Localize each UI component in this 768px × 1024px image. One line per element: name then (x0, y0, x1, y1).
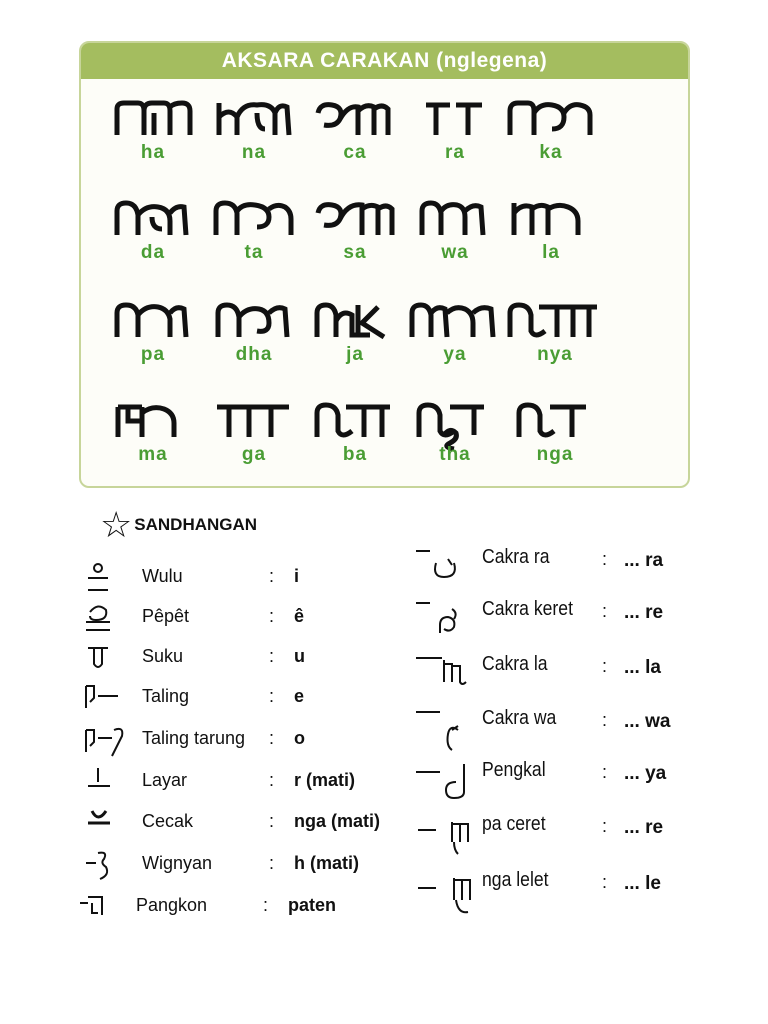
cakra-keret-icon (414, 597, 464, 641)
sandhangan-name: Pengkal (482, 759, 546, 781)
sandhangan-row-nga-lelet (414, 868, 704, 920)
aksara-label: ga (241, 444, 267, 465)
sandhangan-value: u (294, 646, 305, 666)
aksara-ya (405, 301, 505, 365)
taling-icon (84, 678, 124, 714)
aksara-carakan-card (79, 41, 690, 488)
aksara-nga (505, 401, 605, 465)
sandhangan-row-wignyan (84, 845, 404, 881)
cecak-icon (84, 803, 114, 839)
aksara-ha (103, 99, 203, 163)
sandhangan-name: Cakra keret (482, 598, 573, 620)
aksara-dha-glyph (213, 301, 295, 345)
sandhangan-row-layar (84, 762, 404, 798)
separator: : (602, 710, 608, 730)
sandhangan-name: Cakra la (482, 653, 548, 675)
aksara-label: nya (537, 344, 573, 365)
separator: : (269, 770, 275, 790)
aksara-ka-glyph (506, 99, 596, 143)
sandhangan-title: SANDHANGAN (134, 515, 258, 534)
sandhangan-name: nga lelet (482, 869, 549, 891)
aksara-ca (305, 99, 405, 163)
aksara-label: ma (138, 444, 168, 465)
sandhangan-value: e (294, 686, 305, 706)
aksara-dha (204, 301, 304, 365)
sandhangan-value: ... le (624, 873, 661, 894)
sandhangan-row-cakra-ra (414, 545, 704, 585)
aksara-label: nga (536, 444, 574, 465)
cakra-la-icon (414, 652, 470, 692)
separator: : (269, 686, 275, 706)
sandhangan-row-pangkon (78, 887, 404, 923)
sandhangan-name: Taling tarung (142, 728, 246, 748)
aksara-da-glyph (112, 199, 194, 243)
sandhangan-name: Wulu (142, 566, 183, 586)
aksara-ga-glyph (213, 401, 295, 445)
aksara-label: da (140, 242, 166, 263)
aksara-label: pa (140, 344, 166, 365)
aksara-wa (405, 199, 505, 263)
aksara-label: ja (346, 344, 364, 365)
aksara-nga-glyph (514, 401, 596, 445)
separator: : (602, 601, 608, 621)
sandhangan-name: pa ceret (482, 813, 546, 835)
sandhangan-value: ... ra (624, 550, 664, 571)
layar-icon (84, 762, 114, 798)
pengkal-icon (414, 758, 474, 804)
aksara-nya-glyph (505, 301, 605, 345)
wignyan-icon (84, 845, 114, 883)
aksara-da (103, 199, 203, 263)
aksara-label: ta (244, 242, 264, 263)
cakra-wa-icon (414, 706, 470, 756)
aksara-label: dha (235, 344, 273, 365)
aksara-ra-glyph (420, 99, 490, 143)
aksara-label: ha (140, 142, 166, 163)
aksara-label: ca (343, 142, 367, 163)
aksara-ba (305, 401, 405, 465)
sandhangan-row-wulu (84, 558, 404, 594)
separator: : (269, 646, 275, 666)
sandhangan-name: Cakra ra (482, 546, 550, 568)
aksara-sa-glyph (314, 199, 396, 243)
sandhangan-row-cakra-wa (414, 706, 704, 756)
separator: : (269, 606, 275, 626)
aksara-label: wa (441, 242, 469, 263)
sandhangan-name: Pêpêt (142, 606, 190, 626)
aksara-ca-glyph (314, 99, 396, 143)
sandhangan-name: Suku (142, 646, 184, 666)
aksara-ra (405, 99, 505, 163)
aksara-na-glyph (213, 99, 295, 143)
aksara-label: na (241, 142, 267, 163)
separator: : (263, 895, 269, 915)
sandhangan-row-taling (84, 678, 404, 714)
sandhangan-value: paten (288, 895, 337, 915)
aksara-label: la (542, 242, 560, 263)
separator: : (269, 853, 275, 873)
sandhangan-value: ... re (624, 817, 664, 838)
aksara-ja (305, 301, 405, 365)
sandhangan-name: Cakra wa (482, 707, 557, 729)
sandhangan-row-cakra-la (414, 652, 704, 692)
sandhangan-name: Wignyan (142, 853, 213, 873)
aksara-pa-glyph (112, 301, 194, 345)
aksara-label: ya (443, 344, 467, 365)
sandhangan-row-cakra-keret (414, 597, 704, 641)
aksara-label: tha (439, 444, 471, 465)
aksara-ma (103, 401, 203, 465)
aksara-wa-glyph (417, 199, 493, 243)
sandhangan-value: nga (mati) (294, 811, 381, 831)
aksara-ba-glyph (312, 401, 398, 445)
star-icon: ☆ (100, 504, 133, 545)
aksara-label: ra (445, 142, 465, 163)
sandhangan-value: r (mati) (294, 770, 356, 790)
aksara-ta-glyph (211, 199, 297, 243)
separator: : (602, 816, 608, 836)
sandhangan-header (100, 504, 258, 545)
aksara-na (204, 99, 304, 163)
sandhangan-row-cecak (84, 803, 404, 839)
separator: : (602, 549, 608, 569)
aksara-label: ka (539, 142, 563, 163)
sandhangan-value: ... ya (624, 763, 667, 784)
sandhangan-row-suku (84, 638, 404, 674)
aksara-ga (204, 401, 304, 465)
pangkon-icon (78, 887, 108, 923)
sandhangan-value: ... wa (624, 711, 671, 732)
aksara-ya-glyph (407, 301, 503, 345)
separator: : (602, 656, 608, 676)
aksara-ja-glyph (312, 301, 398, 345)
card-title: AKSARA CARAKAN (nglegena) (81, 43, 688, 79)
aksara-la (501, 199, 601, 263)
aksara-ma-glyph (112, 401, 194, 445)
separator: : (602, 872, 608, 892)
sandhangan-value: h (mati) (294, 853, 359, 873)
pa-ceret-icon (414, 812, 474, 860)
sandhangan-value: ... re (624, 602, 664, 623)
wulu-icon (84, 558, 114, 594)
aksara-tha (405, 401, 505, 465)
cakra-ra-icon (414, 545, 464, 585)
aksara-ta (204, 199, 304, 263)
sandhangan-value: ê (294, 606, 305, 626)
sandhangan-value: o (294, 728, 305, 748)
aksara-sa (305, 199, 405, 263)
nga-lelet-icon (414, 868, 478, 920)
separator: : (602, 762, 608, 782)
pepet-icon (84, 598, 114, 634)
sandhangan-name: Layar (142, 770, 188, 790)
aksara-nya (505, 301, 605, 365)
taling-tarung-icon (84, 720, 130, 760)
sandhangan-name: Pangkon (136, 895, 208, 915)
sandhangan-value: i (294, 566, 300, 586)
separator: : (269, 811, 275, 831)
sandhangan-name: Cecak (142, 811, 194, 831)
aksara-label: ba (342, 444, 368, 465)
sandhangan-value: ... la (624, 657, 661, 678)
separator: : (269, 728, 275, 748)
aksara-pa (103, 301, 203, 365)
aksara-ha-glyph (112, 99, 194, 143)
aksara-ka (501, 99, 601, 163)
suku-icon (84, 638, 114, 674)
sandhangan-row-pengkal (414, 758, 704, 804)
sandhangan-name: Taling (142, 686, 190, 706)
aksara-la-glyph (508, 199, 594, 243)
sandhangan-row-pepet (84, 598, 404, 634)
sandhangan-row-pa-ceret (414, 812, 704, 860)
sandhangan-row-taling-tarung (84, 720, 404, 756)
aksara-label: sa (343, 242, 367, 263)
separator: : (269, 566, 275, 586)
